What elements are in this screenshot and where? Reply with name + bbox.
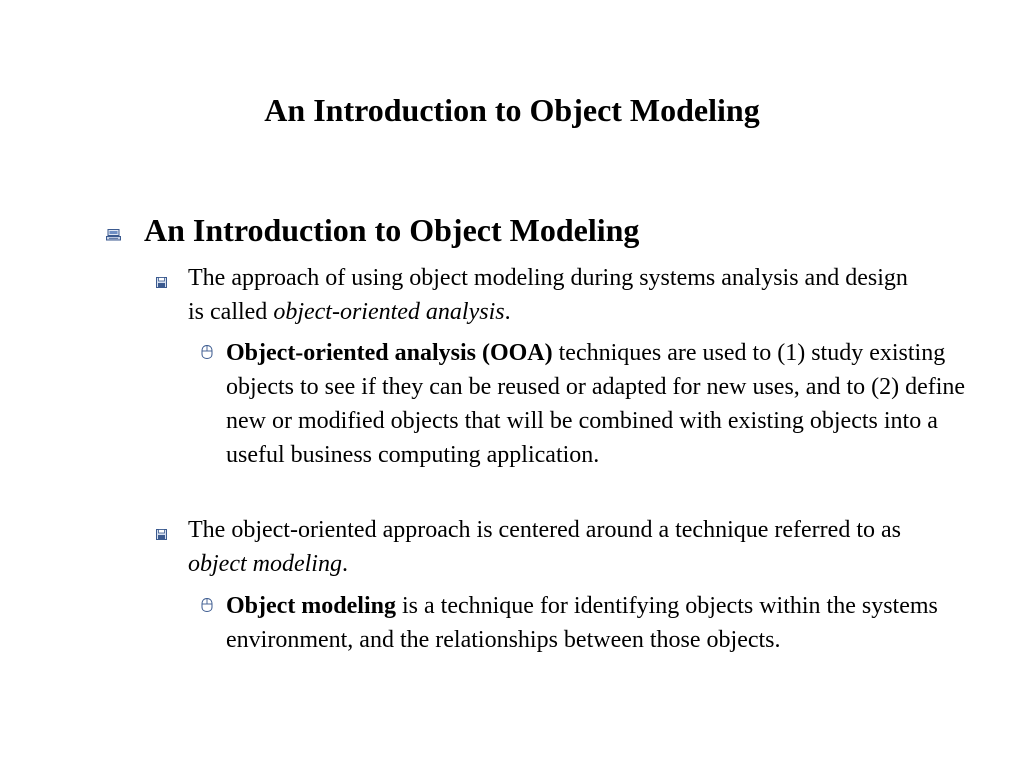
bullet-emphasis: object-oriented analysis: [273, 299, 505, 325]
bullet-term: Object-oriented analysis (OOA): [226, 340, 553, 366]
bullet-text: The object-oriented approach is centered around a technique referred to as: [188, 517, 901, 543]
slide-title: An Introduction to Object Modeling: [264, 92, 760, 128]
bullet-text: The approach of using object modeling during systems analysis and design is called: [188, 265, 908, 325]
floppy-disk-icon: [156, 275, 167, 286]
mouse-icon: [201, 345, 213, 359]
floppy-disk-icon: [156, 527, 167, 538]
bullet-level2-approach-centered: [188, 513, 928, 581]
bullet-text-end: .: [341, 551, 348, 577]
bullet-text: is a technique for identifying objects within the systems environment, and the relationships between those objects.: [226, 593, 938, 653]
bullet-text-end: .: [504, 299, 511, 325]
bullet-level1-heading: An Introduction to Object Modeling: [144, 212, 640, 248]
bullet-level3-object-modeling: [226, 589, 966, 657]
mouse-icon: [201, 598, 213, 612]
bullet-level3-ooa: [226, 336, 966, 472]
bullet-text: techniques are used to (1) study existing objects to see if they can be reused or adapted for new uses, and to (2) define new or modified objects that will be combined with existing objects into a useful business computing application.: [226, 340, 966, 468]
computer-icon: [106, 228, 121, 240]
bullet-emphasis: object modeling: [188, 551, 342, 577]
bullet-term: Object modeling: [226, 593, 396, 619]
bullet-level2-approach: [188, 261, 928, 329]
